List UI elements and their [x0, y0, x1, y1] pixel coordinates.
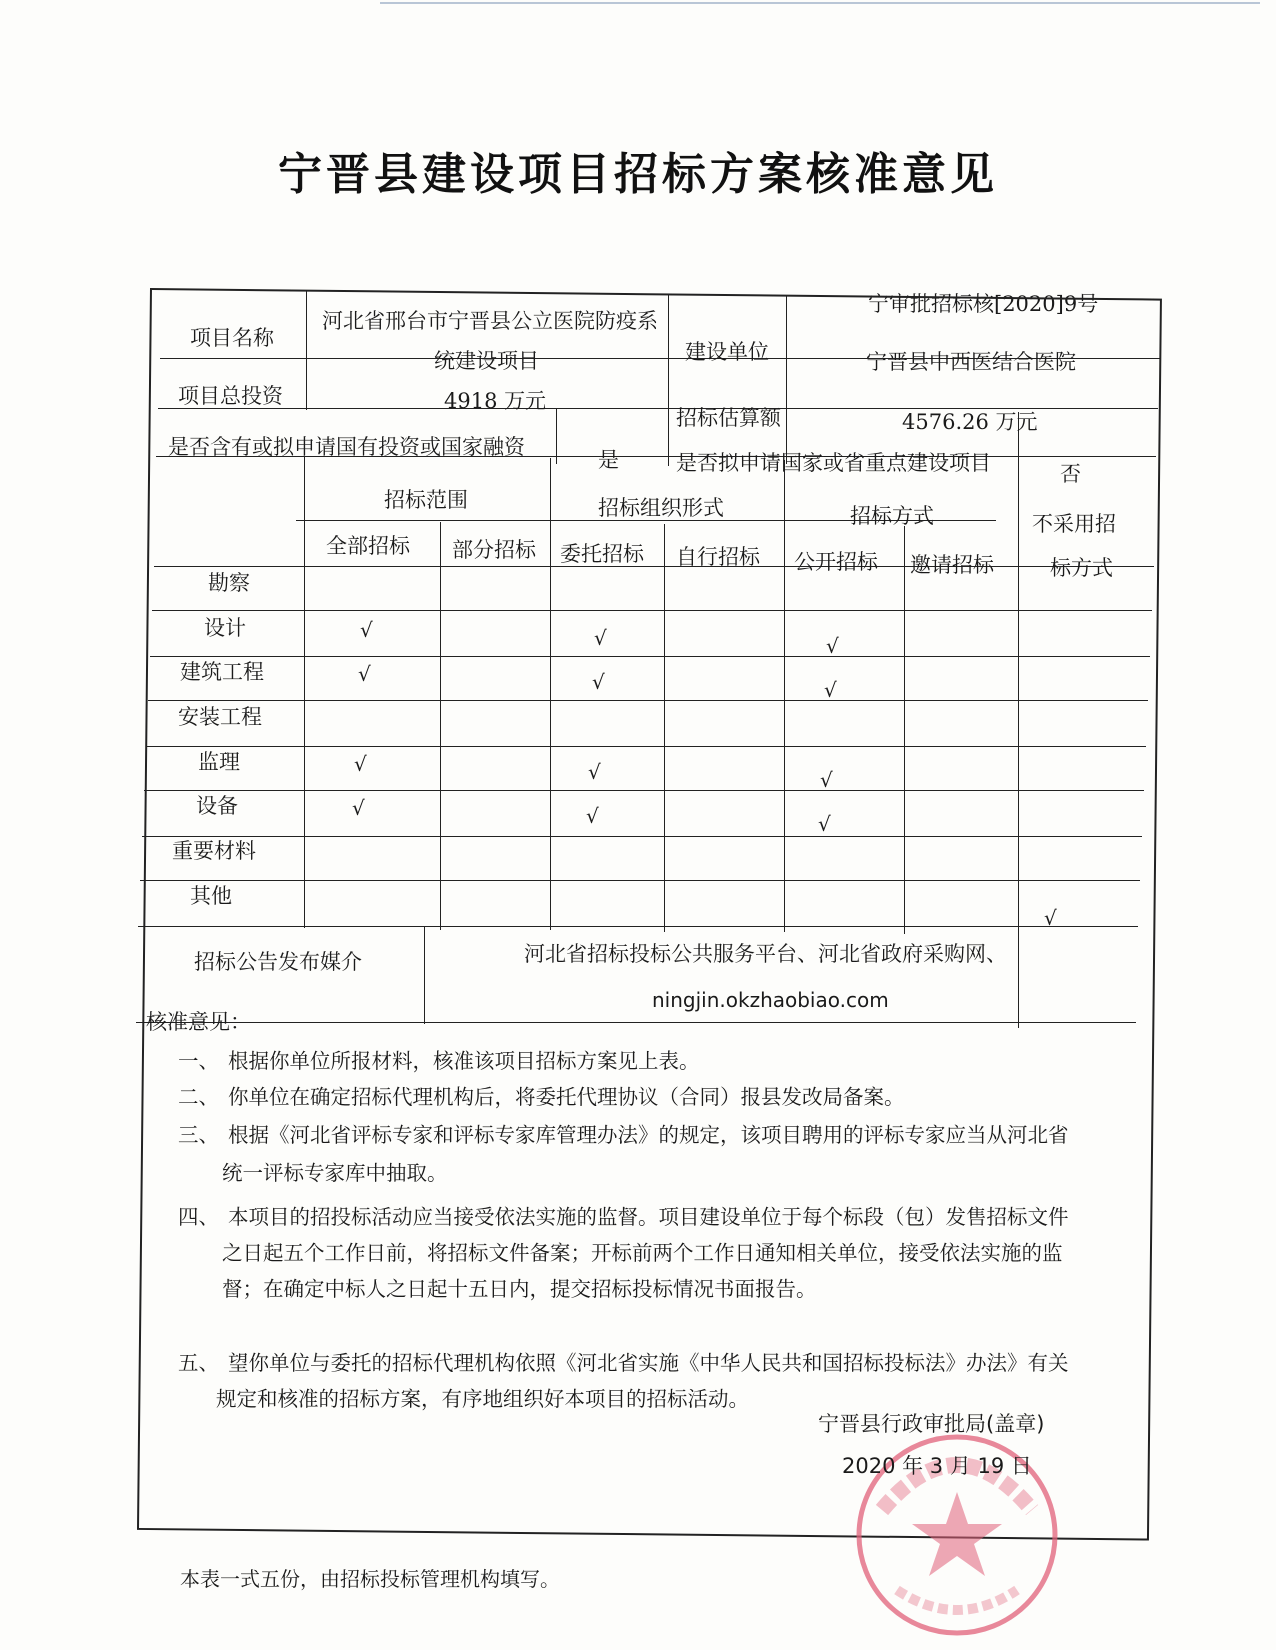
media-url: ningjin.okzhaobiao.com: [652, 988, 889, 1012]
check-mark: √: [354, 752, 367, 776]
scan-edge-line: [380, 2, 1260, 4]
rule: [550, 458, 551, 930]
item-text: 你单位在确定招标代理机构后，将委托代理协议（合同）报县发改局备案。: [228, 1085, 905, 1109]
opinion-heading: 核准意见：: [146, 1010, 251, 1034]
check-mark: √: [352, 796, 365, 820]
rule: [440, 522, 441, 930]
group-scope-header: 招标范围: [384, 488, 468, 512]
page-title: 宁晋县建设项目招标方案核准意见: [278, 149, 998, 200]
item-number: 四、: [178, 1205, 219, 1229]
row-label: 安装工程: [178, 705, 262, 729]
col-self-tender: 自行招标: [676, 545, 760, 569]
check-mark: √: [820, 768, 833, 792]
signing-date: 2020 年 3 月 19 日: [842, 1454, 1032, 1478]
estimate-value: 4576.26 万元: [902, 410, 1038, 434]
row-label: 监理: [198, 750, 240, 774]
rule: [786, 296, 787, 464]
item-text: 望你单位与委托的招标代理机构依照《河北省实施《中华人民共和国招标投标法》办法》有关: [228, 1351, 1069, 1375]
col-partial-tender: 部分招标: [452, 538, 536, 562]
opinion-item-cont: 统一评标专家库中抽取。: [222, 1161, 448, 1185]
check-mark: √: [588, 760, 601, 784]
check-mark: √: [360, 618, 373, 642]
signing-organization: 宁晋县行政审批局(盖章): [818, 1412, 1045, 1436]
item-text: 根据你单位所报材料，核准该项目招标方案见上表。: [228, 1049, 700, 1073]
item-text: 根据《河北省评标专家和评标专家库管理办法》的规定，该项目聘用的评标专家应当从河北省: [228, 1123, 1069, 1147]
footnote: 本表一式五份，由招标投标管理机构填写。: [180, 1567, 560, 1591]
row-label: 重要材料: [172, 839, 256, 863]
col-invite-tender: 邀请招标: [910, 553, 994, 577]
check-mark: √: [594, 626, 607, 650]
no-tender-header-cont: 标方式: [1050, 556, 1113, 580]
row-label: 设计: [204, 616, 246, 640]
rule: [306, 290, 307, 410]
rule: [138, 926, 1138, 927]
rule: [144, 790, 1144, 791]
rule: [150, 656, 1150, 657]
media-label: 招标公告发布媒介: [194, 950, 362, 974]
group-method-header: 招标方式: [850, 504, 934, 528]
row-label: 其他: [190, 884, 232, 908]
rule: [152, 610, 1152, 611]
item-text: 本项目的招投标活动应当接受依法实施的监督。项目建设单位于每个标段（包）发售招标文件: [228, 1205, 1069, 1229]
check-mark: √: [586, 804, 599, 828]
item-number: 三、: [178, 1123, 219, 1147]
check-mark: √: [824, 678, 837, 702]
state-funding-label: 是否含有或拟申请国有投资或国家融资: [168, 435, 525, 459]
rule: [556, 408, 557, 464]
total-invest-value: 4918 万元: [444, 389, 547, 413]
rule: [136, 1022, 1136, 1023]
document-number: 宁审批招标核[2020]9号: [868, 292, 1099, 316]
opinion-item: [178, 1118, 1138, 1153]
media-value: 河北省招标投标公共服务平台、河北省政府采购网、: [524, 942, 1007, 966]
rule: [668, 410, 669, 466]
rule: [784, 460, 785, 932]
rule: [140, 880, 1140, 881]
state-funding-value: 是: [598, 448, 619, 472]
item-number: 五、: [178, 1351, 219, 1375]
opinion-item: [178, 1346, 1138, 1381]
total-invest-label: 项目总投资: [178, 384, 283, 408]
rule: [664, 524, 665, 932]
rule: [304, 456, 305, 928]
rule: [142, 836, 1142, 837]
col-entrust-tender: 委托招标: [560, 542, 644, 566]
col-open-tender: 公开招标: [794, 550, 878, 574]
key-project-value: 否: [1060, 462, 1081, 486]
opinion-item: [178, 1044, 1138, 1079]
rule: [904, 526, 905, 934]
rule: [668, 294, 669, 412]
opinion-item-cont: 之日起五个工作日前，将招标文件备案；开标前两个工作日通知相关单位，接受依法实施的监: [222, 1241, 1063, 1265]
opinion-item: [178, 1200, 1138, 1235]
project-name-value: 河北省邢台市宁晋县公立医院防疫系: [322, 309, 658, 333]
builder-label: 建设单位: [685, 340, 769, 364]
check-mark: √: [1044, 906, 1057, 930]
item-number: 二、: [178, 1085, 219, 1109]
check-mark: √: [358, 662, 371, 686]
group-org-header: 招标组织形式: [598, 496, 724, 520]
project-name-value-cont: 统建设项目: [434, 349, 539, 373]
no-tender-header: 不采用招: [1032, 512, 1116, 536]
opinion-item-cont: 规定和核准的招标方案，有序地组织好本项目的招标活动。: [216, 1387, 749, 1411]
rule: [148, 700, 1148, 701]
rule: [146, 746, 1146, 747]
check-mark: √: [826, 634, 839, 658]
col-full-tender: 全部招标: [326, 534, 410, 558]
rule: [1018, 462, 1019, 1028]
project-name-label: 项目名称: [190, 326, 274, 350]
item-number: 一、: [178, 1049, 219, 1073]
opinion-item-cont: 督；在确定中标人之日起十五日内，提交招标投标情况书面报告。: [222, 1277, 817, 1301]
row-label: 建筑工程: [180, 660, 264, 684]
opinion-item: [178, 1080, 1138, 1115]
key-project-label: 是否拟申请国家或省重点建设项目: [676, 451, 991, 475]
check-mark: √: [592, 670, 605, 694]
rule: [424, 926, 425, 1024]
check-mark: √: [818, 812, 831, 836]
row-label: 设备: [196, 794, 238, 818]
row-label: 勘察: [208, 571, 250, 595]
estimate-label: 招标估算额: [676, 406, 781, 430]
builder-value: 宁晋县中西医结合医院: [866, 350, 1076, 374]
